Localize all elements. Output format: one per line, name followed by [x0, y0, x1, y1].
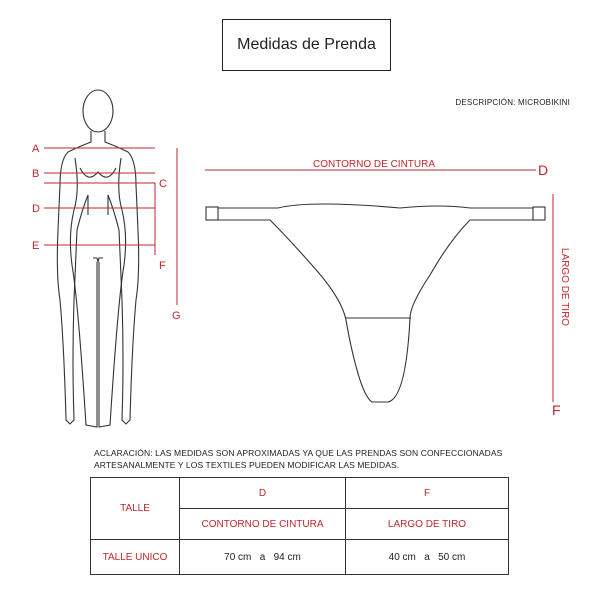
rise-letter: F: [552, 402, 561, 418]
value-waist: 70 cm a 94 cm: [180, 540, 346, 575]
label-g: G: [172, 310, 181, 322]
rise-label: LARGO DE TIRO: [559, 247, 570, 327]
row-talle-unico: TALLE UNICO: [91, 540, 180, 575]
label-c: C: [159, 178, 167, 190]
body-silhouette: [57, 90, 138, 427]
label-d: D: [32, 203, 40, 215]
waist-label: CONTORNO DE CINTURA: [312, 159, 436, 170]
label-e: E: [32, 240, 40, 252]
disclaimer-note: ACLARACIÓN: LAS MEDIDAS SON APROXIMADAS YA QUE LAS PRENDAS SON CONFECCIONADAS ARTESANALMENTE Y LOS TEXTILES PUEDEN MODIFICAR LAS MEDIDAS.: [94, 448, 503, 470]
header-d-name: CONTORNO DE CINTURA: [180, 509, 346, 540]
garment-drawing: [206, 204, 545, 402]
header-f-name: LARGO DE TIRO: [346, 509, 509, 540]
waist-letter: D: [538, 162, 549, 178]
body-letters: [32, 143, 181, 322]
value-rise: 40 cm a 50 cm: [346, 540, 509, 575]
label-a: A: [32, 143, 40, 155]
page-title: Medidas de Prenda: [222, 19, 391, 71]
garment-measure-lines: [205, 170, 553, 402]
label-f: F: [159, 260, 166, 272]
garment-description: DESCRIPCIÓN: MICROBIKINI: [455, 98, 570, 107]
label-b: B: [32, 168, 40, 180]
size-table: [90, 477, 509, 575]
header-d-letter: D: [180, 478, 346, 509]
body-measure-lines: [44, 148, 177, 305]
header-talle: TALLE: [91, 478, 180, 540]
header-f-letter: F: [346, 478, 509, 509]
